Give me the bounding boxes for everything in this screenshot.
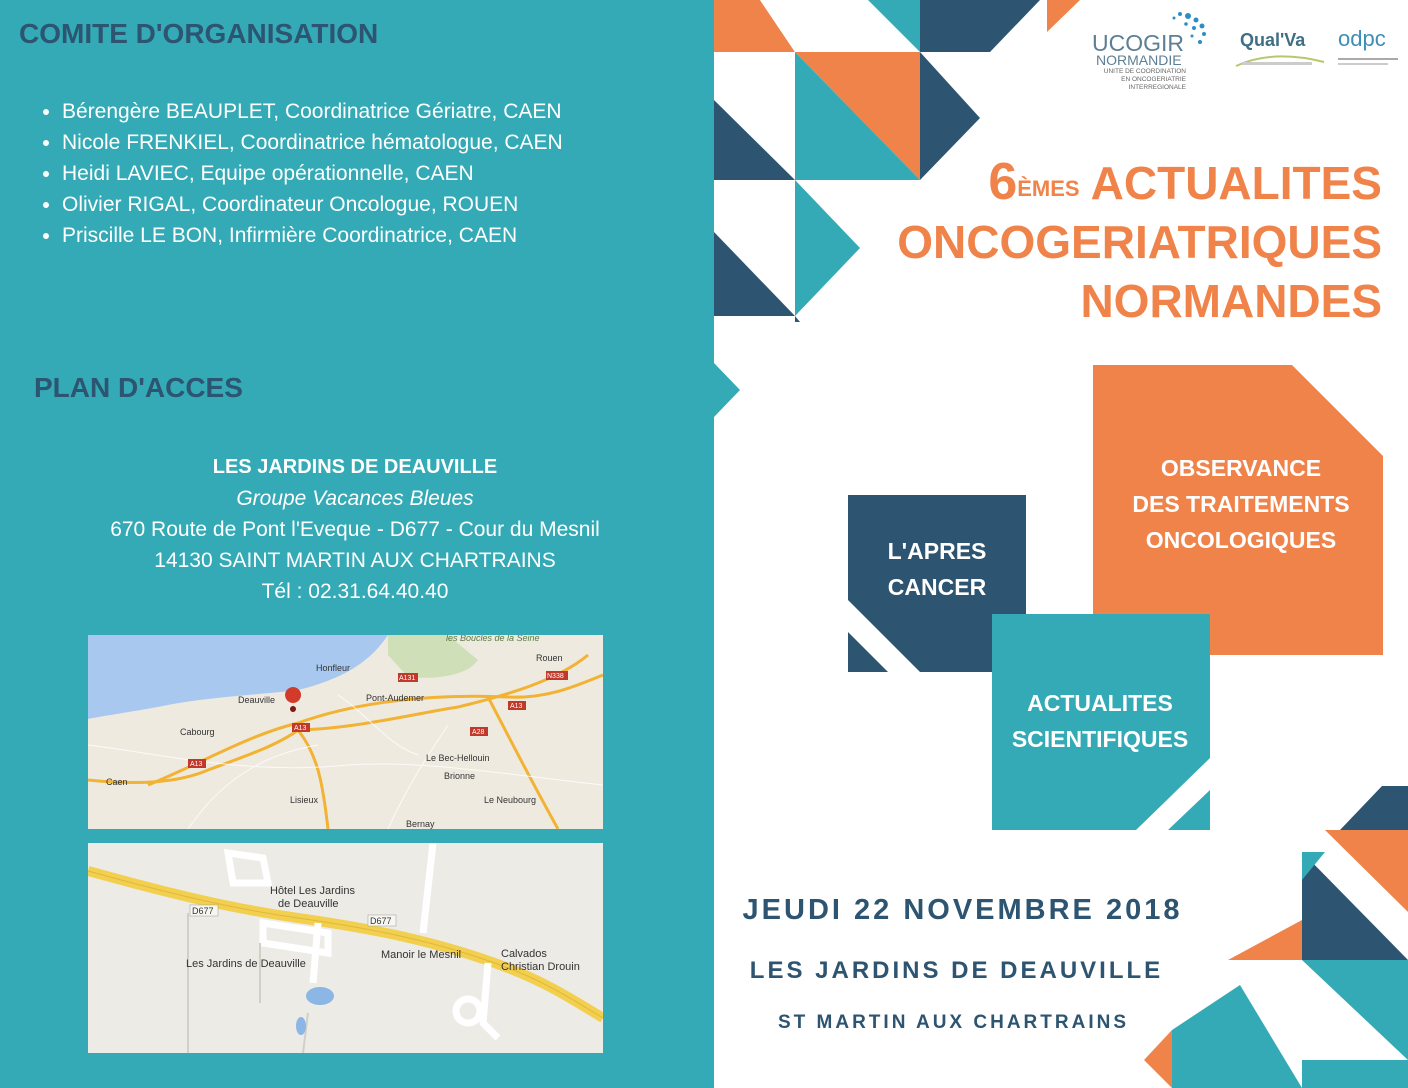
map-road-label: D677 bbox=[192, 906, 214, 916]
venue-name: LES JARDINS DE DEAUVILLE bbox=[212, 456, 498, 478]
topic-line: SCIENTIFIQUES bbox=[1011, 726, 1189, 752]
list-item: • Heidi LAVIEC, Equipe opérationnelle, CAEN bbox=[62, 158, 563, 189]
venue-city: 14130 SAINT MARTIN AUX CHARTRAINS bbox=[154, 549, 556, 572]
plan-title: PLAN D'ACCES bbox=[34, 372, 243, 403]
map-label: Cabourg bbox=[180, 727, 215, 737]
ucogir-logo bbox=[1090, 8, 1218, 94]
map-label: Honfleur bbox=[316, 663, 351, 673]
list-item: • Nicole FRENKIEL, Coordinatrice hématologue, CAEN bbox=[62, 127, 563, 158]
title-line-2: ONCOGERIATRIQUES bbox=[897, 216, 1382, 268]
map-label: Deauville bbox=[238, 695, 276, 705]
map-label: Hôtel Les Jardins bbox=[270, 885, 355, 897]
map-label: Le Bec-Hellouin bbox=[426, 753, 490, 763]
map-road-label: A13 bbox=[190, 761, 203, 768]
venue-phone: Tél : 02.31.64.40.40 bbox=[261, 580, 449, 603]
ucogir-desc-line: UNITE DE COORDINATION bbox=[1103, 68, 1186, 75]
map-road-label: N338 bbox=[547, 673, 564, 680]
list-item: • Olivier RIGAL, Coordinateur Oncologue, ROUEN bbox=[62, 189, 563, 220]
event-title bbox=[897, 153, 1382, 331]
map-road-label: A13 bbox=[294, 725, 307, 732]
ucogir-desc-line: EN ONCOGERIATRIE bbox=[1121, 76, 1186, 83]
map-road-label: A131 bbox=[399, 675, 416, 682]
ucogir-desc-line: INTERREGIONALE bbox=[1128, 84, 1186, 91]
map-label: Pont-Audemer bbox=[366, 693, 425, 703]
title-number: 6 bbox=[988, 153, 1018, 211]
map-label: Manoir le Mesnil bbox=[381, 949, 462, 961]
title-line-1-text: ACTUALITES bbox=[1079, 157, 1382, 209]
list-item: • Priscille LE BON, Infirmière Coordinatrice, CAEN bbox=[62, 220, 563, 251]
ucogir-wordmark: UCOGIR bbox=[1092, 30, 1184, 56]
venue-group: Groupe Vacances Bleues bbox=[236, 487, 474, 510]
map-road-label: D677 bbox=[370, 916, 392, 926]
ucogir-region: NORMANDIE bbox=[1096, 52, 1182, 68]
topic-observance bbox=[1093, 450, 1389, 558]
event-venue: LES JARDINS DE DEAUVILLE bbox=[749, 957, 1164, 984]
map-label: Bernay bbox=[406, 819, 435, 829]
topic-line: ONCOLOGIQUES bbox=[1145, 527, 1337, 553]
event-date: JEUDI 22 NOVEMBRE 2018 bbox=[742, 894, 1183, 926]
map-label: de Deauville bbox=[278, 898, 339, 910]
qualva-logo bbox=[1232, 26, 1328, 74]
map-road-label: A28 bbox=[472, 729, 485, 736]
topic-line: L'APRES bbox=[887, 538, 987, 564]
event-town: ST MARTIN AUX CHARTRAINS bbox=[777, 1012, 1129, 1033]
map-road-label: A13 bbox=[510, 703, 523, 710]
title-line-1 bbox=[897, 153, 1382, 213]
map-label: Caen bbox=[106, 777, 128, 787]
title-line-3: NORMANDES bbox=[1080, 275, 1382, 327]
map-label: Rouen bbox=[536, 653, 563, 663]
map-label: Christian Drouin bbox=[501, 961, 580, 973]
map-label: Lisieux bbox=[290, 795, 319, 805]
comite-title: COMITE D'ORGANISATION bbox=[19, 18, 379, 49]
topic-apres-cancer bbox=[848, 533, 1026, 605]
map-label: Brionne bbox=[444, 771, 476, 781]
odpc-logo bbox=[1336, 26, 1402, 74]
list-item: • Bérengère BEAUPLET, Coordinatrice Gériatre, CAEN bbox=[62, 96, 563, 127]
qualva-wordmark: Qual'Va bbox=[1240, 30, 1306, 50]
topic-line: OBSERVANCE bbox=[1160, 455, 1322, 481]
odpc-wordmark: odpc bbox=[1338, 26, 1386, 51]
topic-actualites bbox=[992, 685, 1208, 757]
map-label: Calvados bbox=[501, 948, 547, 960]
map-label: les Boucles de la Seine bbox=[446, 635, 540, 643]
map-label: Les Jardins de Deauville bbox=[186, 958, 306, 970]
topic-line: CANCER bbox=[887, 574, 987, 600]
map-label: Le Neubourg bbox=[484, 795, 537, 805]
topic-line: DES TRAITEMENTS bbox=[1132, 491, 1350, 517]
venue-street: 670 Route de Pont l'Eveque - D677 - Cour du Mesnil bbox=[110, 518, 600, 541]
topic-line: ACTUALITES bbox=[1027, 690, 1173, 716]
title-suffix: ÈMES bbox=[1017, 176, 1080, 201]
